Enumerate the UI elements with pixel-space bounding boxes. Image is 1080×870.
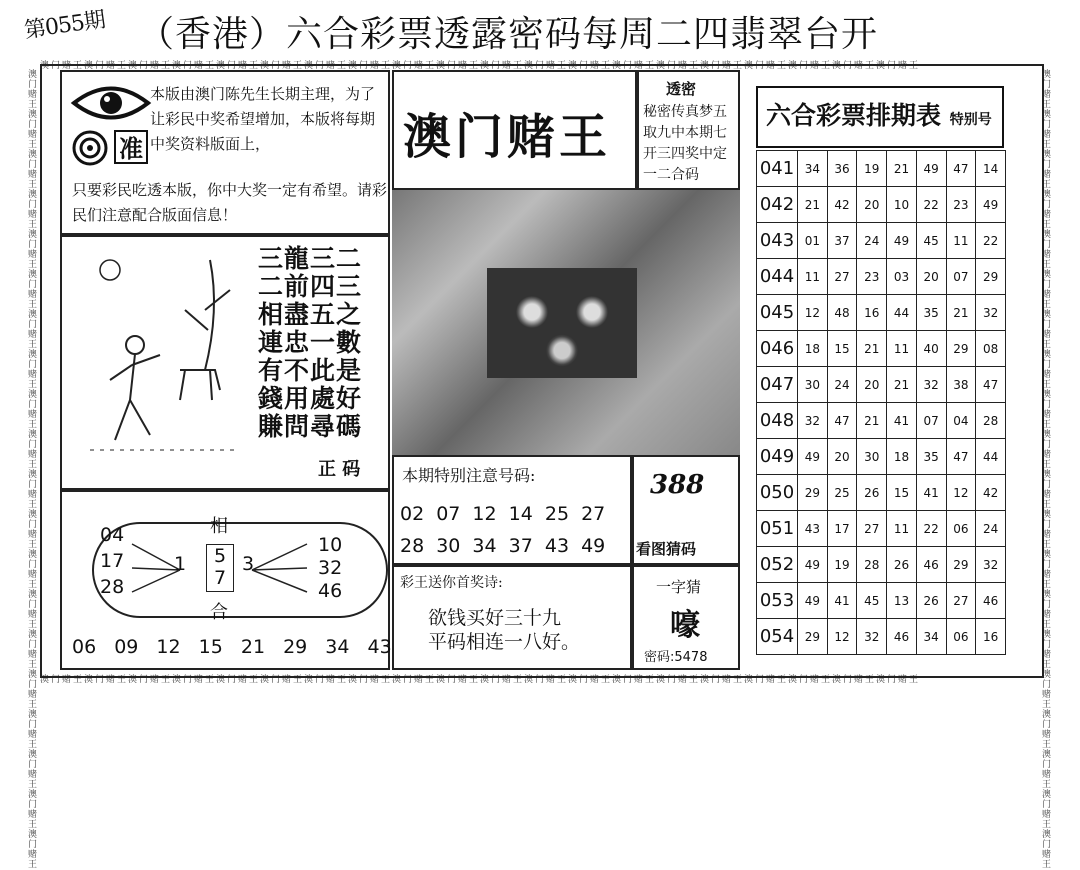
secret-heading: 透密 xyxy=(666,80,697,98)
number-cell: 29 xyxy=(976,259,1006,295)
number-cell: 32 xyxy=(798,403,828,439)
number-cell: 06 xyxy=(946,511,976,547)
number-cell: 15 xyxy=(827,331,857,367)
number-cell: 11 xyxy=(887,331,917,367)
border-text-left: 澳门赌王澳门赌王澳门赌王澳门赌王澳门赌王澳门赌王澳门赌王澳门赌王澳门赌王澳门赌王澳门赌王澳门赌王澳门赌王澳门赌王澳门赌王澳门赌王澳门赌王澳门赌王澳门赌王澳门赌王 xyxy=(28,70,38,870)
number-cell: 29 xyxy=(946,331,976,367)
number-cell: 34 xyxy=(798,151,828,187)
guess-image: 388 xyxy=(650,470,705,500)
issue-cell: 044 xyxy=(757,259,798,295)
border-text-bottom: 澳门赌王澳门赌王澳门赌王澳门赌王澳门赌王澳门赌王澳门赌王澳门赌王澳门赌王澳门赌王澳门赌王澳门赌王澳门赌王澳门赌王澳门赌王澳门赌王澳门赌王澳门赌王澳门赌王澳门赌王 xyxy=(40,675,921,685)
oval-lines xyxy=(92,522,388,618)
issue-cell: 045 xyxy=(757,295,798,331)
number-cell: 20 xyxy=(857,367,887,403)
number-cell: 11 xyxy=(946,223,976,259)
oval-left-number: 17 xyxy=(100,550,125,572)
number-cell: 49 xyxy=(798,439,828,475)
table-row xyxy=(757,151,1006,187)
number-cell: 49 xyxy=(916,151,946,187)
oval-bottom-char: 合 xyxy=(210,602,228,623)
number-cell: 07 xyxy=(916,403,946,439)
number-cell: 03 xyxy=(887,259,917,295)
number-cell: 44 xyxy=(887,295,917,331)
sketch-illustration xyxy=(80,250,250,460)
award-poem xyxy=(428,606,580,654)
table-row xyxy=(757,439,1006,475)
issue-number: 第055期 xyxy=(22,7,107,44)
oval-right-number: 46 xyxy=(318,580,343,602)
number-cell: 20 xyxy=(827,439,857,475)
number-cell: 26 xyxy=(887,547,917,583)
number-cell: 29 xyxy=(946,547,976,583)
poem-line: 賺問尋碼 xyxy=(258,412,363,441)
number-cell: 46 xyxy=(916,547,946,583)
table-row xyxy=(757,547,1006,583)
number-cell: 18 xyxy=(887,439,917,475)
oval-left-number: 04 xyxy=(100,524,125,546)
number-cell: 38 xyxy=(946,367,976,403)
table-row xyxy=(757,583,1006,619)
intro-text: 本版由澳门陈先生长期主理，为了让彩民中奖希望增加，本版将每期中奖资料版面上， xyxy=(150,85,376,153)
number-cell: 07 xyxy=(946,259,976,295)
number-cell: 16 xyxy=(857,295,887,331)
oval-right-center: 3 xyxy=(242,553,255,575)
oval-center-box: 5 7 xyxy=(206,544,234,592)
number-cell: 21 xyxy=(946,295,976,331)
number-cell: 04 xyxy=(946,403,976,439)
schedule-table xyxy=(756,150,1006,655)
number-cell: 28 xyxy=(857,547,887,583)
number-cell: 30 xyxy=(798,367,828,403)
number-cell: 20 xyxy=(857,187,887,223)
issue-cell: 052 xyxy=(757,547,798,583)
number-cell: 28 xyxy=(976,403,1006,439)
page-headline: （香港）六合彩票透露密码每周二四翡翠台开 xyxy=(138,14,879,55)
number-cell: 48 xyxy=(827,295,857,331)
number-cell: 11 xyxy=(798,259,828,295)
poem-line: 相盡五之 xyxy=(258,300,363,329)
page-title: 澳门赌王 xyxy=(403,109,612,165)
special-numbers-row: 28 30 34 37 43 49 xyxy=(400,535,606,557)
border-text-right: 澳门赌王澳门赌王澳门赌王澳门赌王澳门赌王澳门赌王澳门赌王澳门赌王澳门赌王澳门赌王澳门赌王澳门赌王澳门赌王澳门赌王澳门赌王澳门赌王澳门赌王澳门赌王澳门赌王澳门赌王 xyxy=(1042,70,1052,870)
number-cell: 36 xyxy=(827,151,857,187)
number-cell: 29 xyxy=(798,619,828,655)
number-cell: 40 xyxy=(916,331,946,367)
number-cell: 18 xyxy=(798,331,828,367)
intro-text-bottom: 只要彩民吃透本版，你中大奖一定有希望。请彩民们注意配合版面信息！ xyxy=(72,181,388,224)
number-cell: 46 xyxy=(976,583,1006,619)
oval-right-number: 32 xyxy=(318,557,343,579)
number-cell: 21 xyxy=(857,403,887,439)
issue-cell: 053 xyxy=(757,583,798,619)
number-cell: 22 xyxy=(976,223,1006,259)
table-row xyxy=(757,475,1006,511)
number-cell: 45 xyxy=(857,583,887,619)
number-cell: 08 xyxy=(976,331,1006,367)
number-cell: 11 xyxy=(887,511,917,547)
number-cell: 44 xyxy=(976,439,1006,475)
number-cell: 23 xyxy=(857,259,887,295)
number-cell: 49 xyxy=(887,223,917,259)
table-row xyxy=(757,403,1006,439)
number-cell: 32 xyxy=(976,295,1006,331)
number-cell: 22 xyxy=(916,511,946,547)
award-heading: 彩王送你首奖诗: xyxy=(400,575,503,591)
number-cell: 15 xyxy=(887,475,917,511)
table-row xyxy=(757,187,1006,223)
schedule-title xyxy=(756,86,1004,148)
schedule-title-text: 六合彩票排期表 xyxy=(766,101,942,130)
special-heading: 本期特别注意号码: xyxy=(402,466,536,485)
number-cell: 32 xyxy=(916,367,946,403)
table-row xyxy=(757,331,1006,367)
number-cell: 19 xyxy=(857,151,887,187)
number-cell: 24 xyxy=(827,367,857,403)
oval-left-center: 1 xyxy=(174,553,187,575)
number-cell: 13 xyxy=(887,583,917,619)
number-cell: 47 xyxy=(946,439,976,475)
schedule-subtitle: 特别号 xyxy=(949,112,992,128)
number-cell: 41 xyxy=(827,583,857,619)
table-row xyxy=(757,619,1006,655)
table-row xyxy=(757,367,1006,403)
oval-left-number: 28 xyxy=(100,576,125,598)
number-cell: 35 xyxy=(916,295,946,331)
poem-line: 錢用處好 xyxy=(258,384,363,413)
number-cell: 29 xyxy=(798,475,828,511)
number-cell: 46 xyxy=(887,619,917,655)
number-cell: 35 xyxy=(916,439,946,475)
number-cell: 49 xyxy=(798,583,828,619)
number-cell: 27 xyxy=(857,511,887,547)
number-cell: 23 xyxy=(946,187,976,223)
poem-text xyxy=(258,245,386,441)
eye-icon xyxy=(72,82,150,124)
issue-cell: 041 xyxy=(757,151,798,187)
number-cell: 41 xyxy=(916,475,946,511)
issue-cell: 054 xyxy=(757,619,798,655)
word-heading: 一字猜 xyxy=(656,578,702,596)
word-char: 嚎 xyxy=(670,608,700,643)
number-cell: 49 xyxy=(798,547,828,583)
table-row xyxy=(757,295,1006,331)
issue-cell: 047 xyxy=(757,367,798,403)
secret-text: 秘密传真梦五取九中本期七开三四奖中定一二合码 xyxy=(643,104,727,183)
zhun-badge: 准 xyxy=(114,130,148,164)
number-cell: 32 xyxy=(976,547,1006,583)
number-cell: 14 xyxy=(976,151,1006,187)
photo-collage xyxy=(392,190,740,455)
number-cell: 10 xyxy=(887,187,917,223)
poem-line: 有不此是 xyxy=(258,356,363,385)
number-cell: 41 xyxy=(887,403,917,439)
number-cell: 43 xyxy=(798,511,828,547)
number-cell: 47 xyxy=(827,403,857,439)
number-cell: 47 xyxy=(976,367,1006,403)
number-cell: 12 xyxy=(827,619,857,655)
number-cell: 42 xyxy=(976,475,1006,511)
number-cell: 19 xyxy=(827,547,857,583)
number-cell: 32 xyxy=(857,619,887,655)
issue-cell: 051 xyxy=(757,511,798,547)
number-cell: 24 xyxy=(857,223,887,259)
target-icon xyxy=(72,130,108,166)
number-cell: 34 xyxy=(916,619,946,655)
oval-right-number: 10 xyxy=(318,534,343,556)
number-cell: 17 xyxy=(827,511,857,547)
number-cell: 21 xyxy=(798,187,828,223)
number-cell: 42 xyxy=(827,187,857,223)
number-cell: 26 xyxy=(916,583,946,619)
poem-line: 三龍三二 xyxy=(258,244,363,273)
number-cell: 20 xyxy=(916,259,946,295)
oval-top-char: 相 xyxy=(210,516,228,537)
number-cell: 01 xyxy=(798,223,828,259)
poem-line: 二前四三 xyxy=(258,272,363,301)
issue-cell: 042 xyxy=(757,187,798,223)
number-cell: 12 xyxy=(946,475,976,511)
issue-cell: 048 xyxy=(757,403,798,439)
number-cell: 47 xyxy=(946,151,976,187)
number-cell: 12 xyxy=(798,295,828,331)
faces-image xyxy=(487,268,637,378)
special-numbers-row: 02 07 12 14 25 27 xyxy=(400,503,606,525)
number-cell: 27 xyxy=(946,583,976,619)
award-line: 平码相连一八好。 xyxy=(428,631,581,653)
award-line: 欲钱买好三十九 xyxy=(428,607,562,629)
number-cell: 16 xyxy=(976,619,1006,655)
table-row xyxy=(757,223,1006,259)
issue-cell: 049 xyxy=(757,439,798,475)
bottom-numbers: 06 09 12 15 21 29 34 43 xyxy=(72,636,392,658)
number-cell: 21 xyxy=(887,151,917,187)
table-row xyxy=(757,511,1006,547)
number-cell: 21 xyxy=(887,367,917,403)
number-cell: 26 xyxy=(857,475,887,511)
poem-signature: 正 码 xyxy=(318,459,361,480)
number-cell: 27 xyxy=(827,259,857,295)
number-cell: 25 xyxy=(827,475,857,511)
table-row xyxy=(757,259,1006,295)
poem-line: 連忠一數 xyxy=(258,328,363,357)
number-cell: 45 xyxy=(916,223,946,259)
number-cell: 22 xyxy=(916,187,946,223)
issue-cell: 050 xyxy=(757,475,798,511)
number-cell: 49 xyxy=(976,187,1006,223)
guess-label: 看图猜码 xyxy=(636,540,697,558)
word-code: 密码:5478 xyxy=(644,650,708,665)
number-cell: 37 xyxy=(827,223,857,259)
border-text-top: 澳门赌王澳门赌王澳门赌王澳门赌王澳门赌王澳门赌王澳门赌王澳门赌王澳门赌王澳门赌王澳门赌王澳门赌王澳门赌王澳门赌王澳门赌王澳门赌王澳门赌王澳门赌王澳门赌王澳门赌王 xyxy=(40,61,921,71)
number-cell: 30 xyxy=(857,439,887,475)
issue-cell: 046 xyxy=(757,331,798,367)
issue-cell: 043 xyxy=(757,223,798,259)
number-cell: 21 xyxy=(857,331,887,367)
number-cell: 24 xyxy=(976,511,1006,547)
number-cell: 06 xyxy=(946,619,976,655)
